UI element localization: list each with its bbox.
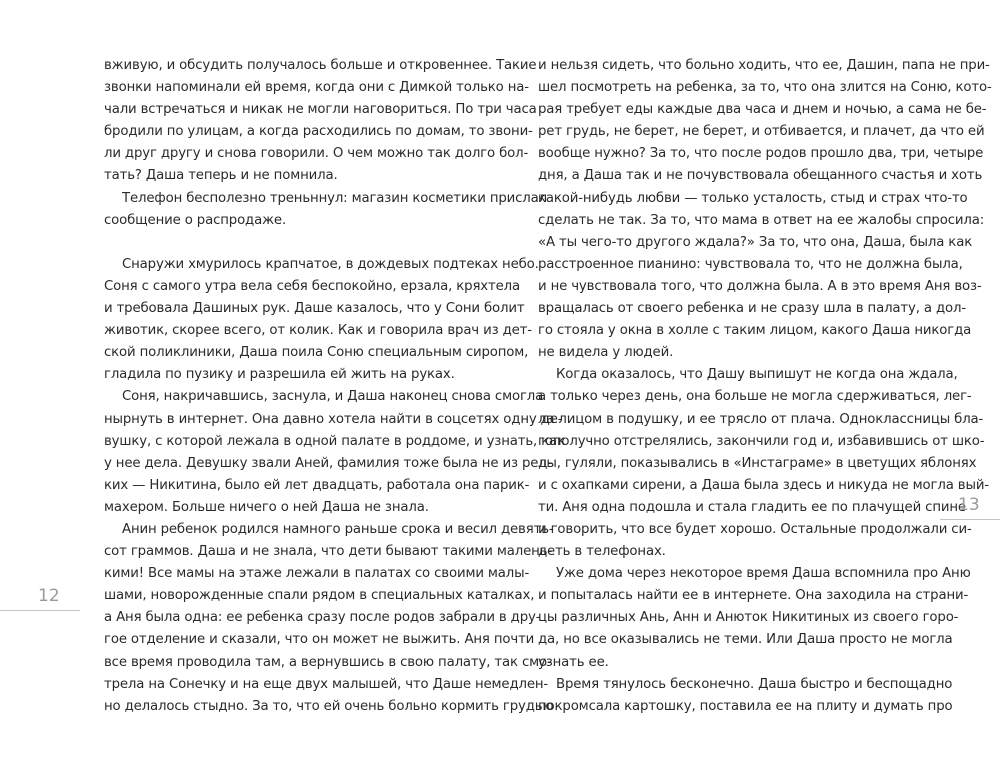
text-line: ких — Никитина, было ей лет двадцать, работала она парик-	[104, 477, 530, 493]
text-line: ли друг другу и снова говорили. О чем можно так долго бол-	[104, 146, 529, 162]
text-line: ла лицом в подушку, и ее трясло от плача. Одноклассницы бла-	[538, 411, 984, 427]
text-line: дня, а Даша так и не почувствовала обещанного счастья и хоть	[538, 168, 983, 184]
text-line: ти. Аня одна подошла и стала гладить ее по плачущей спине	[538, 499, 966, 515]
text-line: деть в телефонах.	[538, 544, 666, 560]
text-line: а Аня была одна: ее ребенка сразу после родов забрали в дру-	[104, 610, 541, 626]
text-line: цы различных Ань, Анн и Анюток Никитиных из своего горо-	[538, 610, 959, 626]
text-line: и не чувствовала того, что должна была. А в это время Аня воз-	[538, 278, 982, 294]
text-line: какой-нибудь любви — только усталость, стыд и страх что-то	[538, 190, 968, 206]
left-page-body	[104, 55, 565, 718]
text-line: трела на Сонечку и на еще двух малышей, что Даше немедлен-	[104, 676, 549, 692]
text-line: Соня, накричавшись, заснула, и Даша наконец снова смогла	[122, 389, 544, 405]
text-line: и требовала Дашиных рук. Даше казалось, что у Сони болит	[104, 301, 525, 317]
text-line: расстроенное пианино: чувствовала то, что не должна была,	[538, 256, 963, 272]
text-line: сот граммов. Даша и не знала, что дети бывают такими малень-	[104, 544, 552, 560]
text-line: махером. Больше ничего о ней Даша не знала.	[104, 499, 429, 515]
text-line: нырнуть в интернет. Она давно хотела найти в соцсетях одну де-	[104, 411, 563, 427]
text-line: «А ты чего-то другого ждала?» За то, что она, Даша, была как	[538, 234, 973, 250]
text-line: все время проводила там, а вернувшись в свою палату, так смо-	[104, 654, 552, 670]
text-line: лы, гуляли, показывались в «Инстаграме» в цветущих яблонях	[538, 455, 977, 471]
text-line: и нельзя сидеть, что больно ходить, что ее, Дашин, папа не при-	[538, 58, 990, 73]
right-page-number	[940, 494, 1000, 520]
text-line: шел посмотреть на ребенка, за то, что она злится на Соню, кото-	[538, 80, 992, 96]
right-page-number-text: 13	[958, 495, 980, 515]
text-line: и с охапками сирени, а Даша была здесь и никуда не могла вый-	[538, 477, 989, 493]
text-line: вообще нужно? За то, что после родов прошло два, три, четыре	[538, 146, 984, 162]
text-line: Уже дома через некоторое время Даша вспомнила про Аню	[556, 566, 971, 582]
page-number-rule	[0, 610, 80, 611]
text-line: Когда оказалось, что Дашу выпишут не когда она ждала,	[556, 367, 958, 383]
text-line: животик, скорее всего, от колик. Как и говорила врач из дет-	[104, 323, 532, 339]
text-line: вращалась от своего ребенка и не сразу шла в палату, а дол-	[538, 301, 966, 317]
text-line: гое отделение и сказали, что он может не выжить. Аня почти	[104, 632, 535, 648]
text-line: вживую, и обсудить получалось больше и откровеннее. Такие	[104, 58, 537, 73]
text-line	[104, 232, 497, 254]
text-line: бродили по улицам, а когда расходились по домам, то звони-	[104, 124, 533, 140]
text-line: Анин ребенок родился намного раньше срока и весил девять-	[122, 521, 554, 537]
text-line: покромсала картошку, поставила ее на плиту и думать про	[538, 698, 953, 714]
text-line: Телефон бесполезно треньннул: магазин косметики прислал	[122, 190, 547, 206]
text-line: сообщение о распродаже.	[104, 212, 287, 228]
text-line: а только через день, она больше не могла сдерживаться, лег-	[538, 389, 972, 405]
text-line: шами, новорожденные спали рядом в специальных каталках,	[104, 588, 535, 604]
text-line: сделать не так. За то, что мама в ответ на ее жалобы спросила:	[538, 212, 985, 228]
text-line: Время тянулось бесконечно. Даша быстро и беспощадно	[556, 676, 953, 692]
text-line: рет грудь, не берет, не берет, и отбивается, и плачет, да что ей	[538, 124, 985, 140]
text-line: кими! Все мамы на этаже лежали в палатах со своими малы-	[104, 566, 530, 582]
left-page-number-text: 12	[38, 586, 60, 606]
text-line: тать? Даша теперь и не помнила.	[104, 168, 338, 184]
text-line: не видела у людей.	[538, 345, 674, 361]
text-line: чали встречаться и никак не могли наговориться. По три часа	[104, 102, 537, 118]
text-line: узнать ее.	[538, 654, 609, 670]
text-line: гладила по пузику и разрешила ей жить на руках.	[104, 367, 455, 383]
text-line: гополучно отстрелялись, закончили год и, избавившись от шко-	[538, 433, 985, 449]
text-line: Снаружи хмурилось крапчатое, в дождевых подтеках небо.	[122, 256, 539, 272]
text-line: Соня с самого утра вела себя беспокойно, ерзала, кряхтела	[104, 278, 521, 294]
text-line: го стояла у окна в холле с таким лицом, какого Даша никогда	[538, 323, 972, 339]
text-line: ской поликлиники, Даша поила Соню специальным сиропом,	[104, 345, 529, 361]
text-line: рая требует еды каждые два часа и днем и ночью, а сама не бе-	[538, 102, 987, 118]
text-line: и говорить, что все будет хорошо. Остальные продолжали си-	[538, 521, 972, 537]
page-number-rule	[940, 519, 1000, 520]
text-line: и попыталась найти ее в интернете. Она заходила на страни-	[538, 588, 969, 604]
text-line: вушку, с которой лежала в одной палате в роддоме, и узнать, как	[104, 433, 565, 449]
text-line: да, но все оказывались не теми. Или Даша просто не могла	[538, 632, 953, 648]
text-line: звонки напоминали ей время, когда они с Димкой только на-	[104, 80, 529, 96]
left-page-number	[0, 585, 80, 611]
text-line: у нее дела. Девушку звали Аней, фамилия тоже была не из ред-	[104, 455, 552, 471]
text-line: но делалось стыдно. За то, что ей очень больно кормить грудью	[104, 698, 554, 714]
